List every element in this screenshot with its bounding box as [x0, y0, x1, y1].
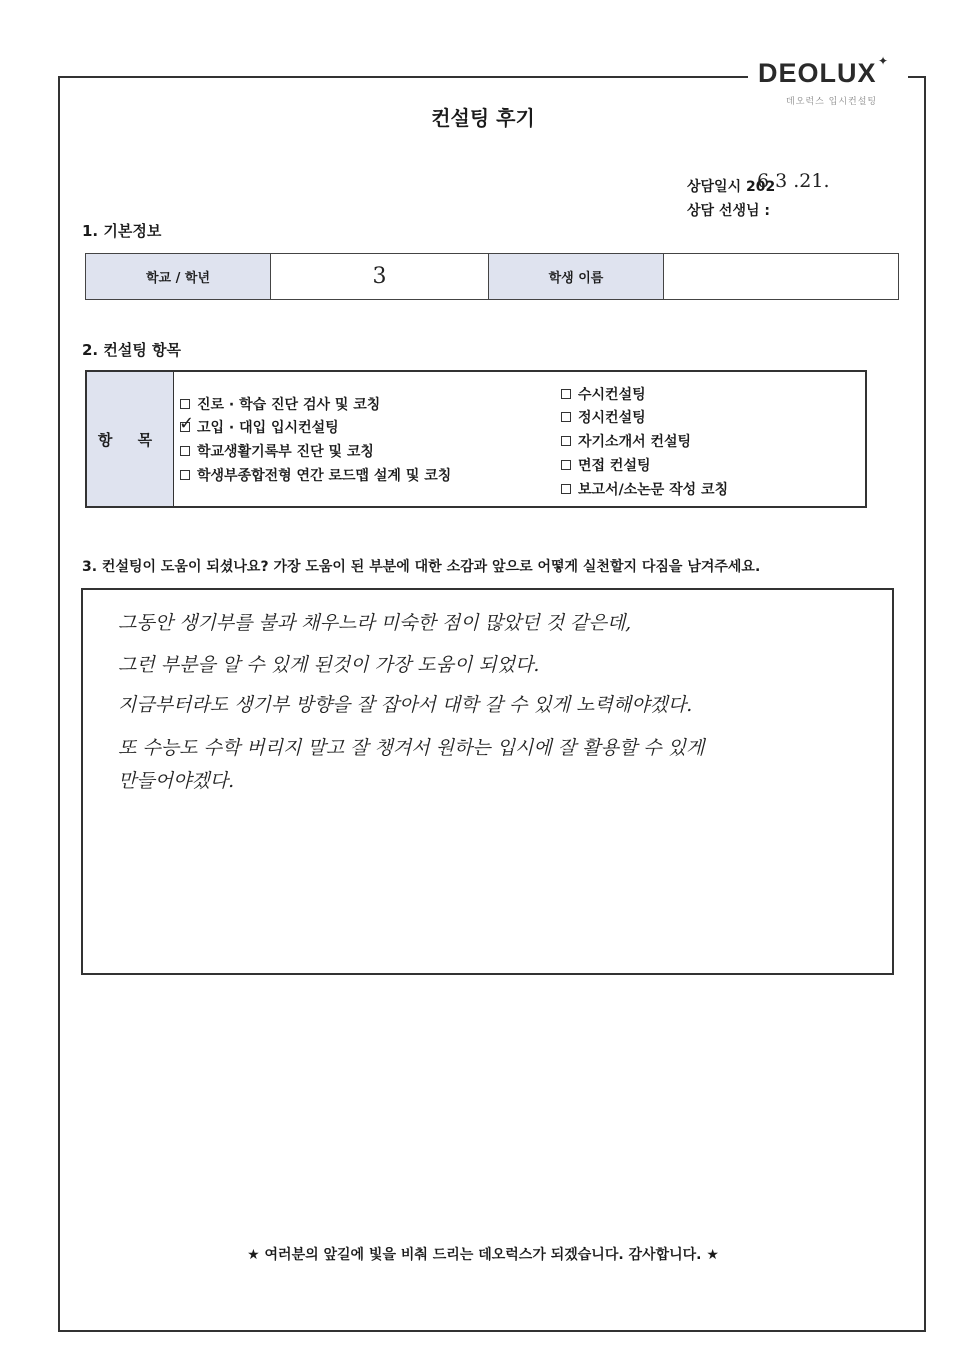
option-label: 정시컨설팅 — [578, 410, 646, 426]
check-mark-icon: ✓ — [179, 413, 195, 434]
basic-info-table — [85, 253, 899, 300]
checkbox-icon[interactable] — [561, 460, 571, 470]
checkbox-icon[interactable] — [180, 470, 190, 480]
option-jeongsi[interactable] — [561, 407, 646, 427]
student-name-value[interactable] — [664, 254, 899, 300]
student-name-label: 학생 이름 — [489, 254, 664, 300]
logo-star-icon: ✦ — [878, 54, 889, 68]
checkbox-checked-icon[interactable] — [179, 413, 195, 434]
option-label: 진로 · 학습 진단 검사 및 코칭 — [197, 397, 381, 413]
section-basic-info-heading: 1. 기본정보 — [82, 222, 162, 240]
school-grade-text: 3 — [372, 264, 387, 289]
option-self-intro[interactable] — [561, 431, 691, 451]
section-feedback-heading: 3. 컨설팅이 도움이 되셨나요? 가장 도움이 된 부분에 대한 소감과 앞으로 어떻게 실천할지 다짐을 남겨주세요. — [82, 559, 761, 575]
checkbox-icon[interactable] — [561, 389, 571, 399]
school-grade-value[interactable] — [271, 254, 489, 300]
checkbox-icon[interactable] — [561, 484, 571, 494]
items-row-label: 항 목 — [87, 372, 174, 506]
option-career-diagnosis[interactable] — [180, 394, 380, 414]
option-label: 고입 · 대입 입시컨설팅 — [197, 420, 339, 436]
closing-message: ★ 여러분의 앞길에 빛을 비춰 드리는 데오럭스가 되겠습니다. 감사합니다. ★ — [247, 1247, 719, 1263]
answer-line: 만들어야겠다. — [118, 770, 235, 792]
checkbox-icon[interactable] — [561, 412, 571, 422]
brand-logo: DEOLUX — [758, 58, 877, 88]
option-label: 보고서/소논문 작성 코칭 — [578, 482, 729, 498]
school-grade-label: 학교 / 학년 — [86, 254, 271, 300]
consult-teacher-label: 상담 선생님 : — [687, 203, 770, 219]
consult-date-label: 상담일시 202 — [687, 179, 776, 195]
answer-line: 그동안 생기부를 불과 채우느라 미숙한 점이 많았던 것 같은데, — [118, 612, 632, 634]
answer-line: 또 수능도 수학 버리지 말고 잘 챙겨서 원하는 입시에 잘 활용할 수 있게 — [118, 737, 705, 759]
page-title: 컨설팅 후기 — [431, 106, 535, 130]
option-report[interactable] — [561, 479, 728, 499]
option-interview[interactable] — [561, 455, 651, 475]
option-roadmap[interactable] — [180, 465, 451, 485]
option-school-record[interactable] — [180, 441, 374, 461]
option-label: 학교생활기록부 진단 및 코칭 — [197, 444, 374, 460]
option-admission-consulting[interactable] — [179, 413, 339, 437]
answer-line: 지금부터라도 생기부 방향을 잘 잡아서 대학 갈 수 있게 노력해야겠다. — [118, 694, 693, 716]
consult-date-value: 6 3 .21. — [757, 170, 830, 192]
option-label: 면접 컨설팅 — [578, 458, 651, 474]
answer-line: 그런 부분을 알 수 있게 된것이 가장 도움이 되었다. — [118, 654, 540, 676]
option-label: 학생부종합전형 연간 로드맵 설계 및 코칭 — [197, 468, 452, 484]
items-box — [85, 370, 867, 508]
section-items-heading: 2. 컨설팅 항목 — [82, 341, 182, 359]
checkbox-icon[interactable] — [561, 436, 571, 446]
option-label: 자기소개서 컨설팅 — [578, 434, 692, 450]
brand-subtitle: 데오럭스 입시컨설팅 — [786, 97, 878, 107]
option-susi[interactable] — [561, 384, 646, 404]
option-label: 수시컨설팅 — [578, 387, 646, 403]
checkbox-icon[interactable] — [180, 446, 190, 456]
checkbox-icon[interactable] — [180, 399, 190, 409]
